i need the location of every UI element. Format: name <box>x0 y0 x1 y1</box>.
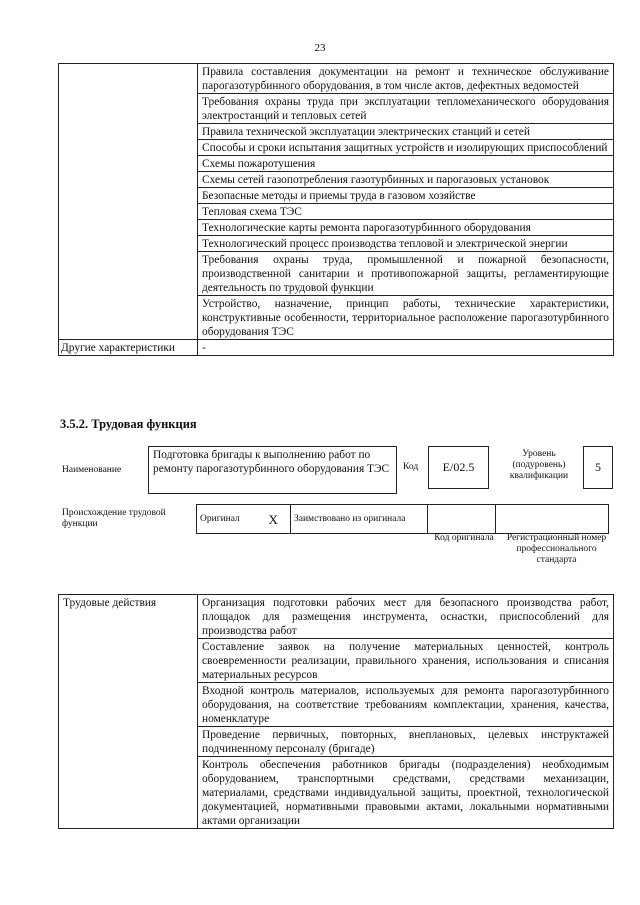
table-row <box>59 340 614 356</box>
original-label: Оригинал <box>197 505 257 534</box>
labor-action-item: Организация подготовки рабочих мест для безопасного производства работ, площадок для размещения инструмента, оснастки, приспособлений для производства работ <box>198 595 614 639</box>
labor-actions-table <box>58 594 614 829</box>
knowledge-label-cell <box>59 64 198 340</box>
section-title: 3.5.2. Трудовая функция <box>60 417 197 431</box>
knowledge-item: Схемы пожаротушения <box>198 156 614 172</box>
original-mark: X <box>257 505 291 534</box>
table-row <box>59 64 614 94</box>
knowledge-item: Безопасные методы и приемы труда в газовом хозяйстве <box>198 188 614 204</box>
knowledge-table <box>58 63 614 356</box>
origin-table <box>196 504 609 534</box>
name-label: Наименование <box>62 465 122 475</box>
labor-action-item: Составление заявок на получение материальных ценностей, контроль своевременности реализации, правильного хранения, использования и списания материальных ресурсов <box>198 639 614 683</box>
borrowed-label: Заимствовано из оригинала <box>291 505 428 534</box>
knowledge-item: Способы и сроки испытания защитных устройств и изолирующих приспособлений <box>198 140 614 156</box>
page-number: 23 <box>314 42 326 54</box>
code-label: Код <box>403 462 419 472</box>
table-row <box>197 505 609 534</box>
reg-number-caption: Регистрационный номер профессионального стандарта <box>506 533 607 565</box>
level-label: Уровень (подуровень) квалификации <box>509 449 569 481</box>
labor-actions-label: Трудовые действия <box>59 595 198 829</box>
other-characteristics-label: Другие характеристики <box>59 340 198 356</box>
code-value: E/02.5 <box>428 446 489 489</box>
labor-action-item: Проведение первичных, повторных, внеплановых, целевых инструктажей подчиненному персоналу (бригаде) <box>198 727 614 757</box>
knowledge-item: Технологический процесс производства тепловой и электрической энергии <box>198 236 614 252</box>
knowledge-item: Технологические карты ремонта парогазотурбинного оборудования <box>198 220 614 236</box>
other-characteristics-value: - <box>198 340 614 356</box>
knowledge-item: Тепловая схема ТЭС <box>198 204 614 220</box>
origin-code-cell <box>428 505 496 534</box>
level-value: 5 <box>583 446 613 489</box>
knowledge-item: Требования охраны труда, промышленной и пожарной безопасности, производственной санитарии и противопожарной защиты, регламентирующие деятельность по трудовой функции <box>198 252 614 296</box>
labor-action-item: Контроль обеспечения работников бригады (подразделения) необходимым оборудованием, транспортными средствами, средствами механизации, материалами, средствами индивидуальной защиты, проектной, технологической документацией, нормативными правовыми актами, локальными нормативными актами организации <box>198 757 614 829</box>
knowledge-item: Правила технической эксплуатации электрических станций и сетей <box>198 124 614 140</box>
origin-code-caption: Код оригинала <box>434 533 494 543</box>
origin-label: Происхождение трудовой функции <box>62 508 166 529</box>
function-name-field: Подготовка бригады к выполнению работ по ремонту парогазотурбинного оборудования ТЭС <box>148 446 397 494</box>
knowledge-item: Требования охраны труда при эксплуатации тепломеханического оборудования электростанций и тепловых сетей <box>198 94 614 124</box>
table-row <box>59 595 614 639</box>
labor-action-item: Входной контроль материалов, используемых для ремонта парогазотурбинного оборудования, на соответствие требованиям комплектации, хранения, качества, номенклатуре <box>198 683 614 727</box>
knowledge-item: Правила составления документации на ремонт и техническое обслуживание парогазотурбинного оборудования, в том числе актов, дефектных ведомостей <box>198 64 614 94</box>
knowledge-item: Устройство, назначение, принцип работы, технические характеристики, конструктивные особенности, территориальное расположение парогазотурбинного оборудования ТЭС <box>198 296 614 340</box>
knowledge-item: Схемы сетей газопотребления газотурбинных и парогазовых установок <box>198 172 614 188</box>
reg-number-cell <box>496 505 609 534</box>
